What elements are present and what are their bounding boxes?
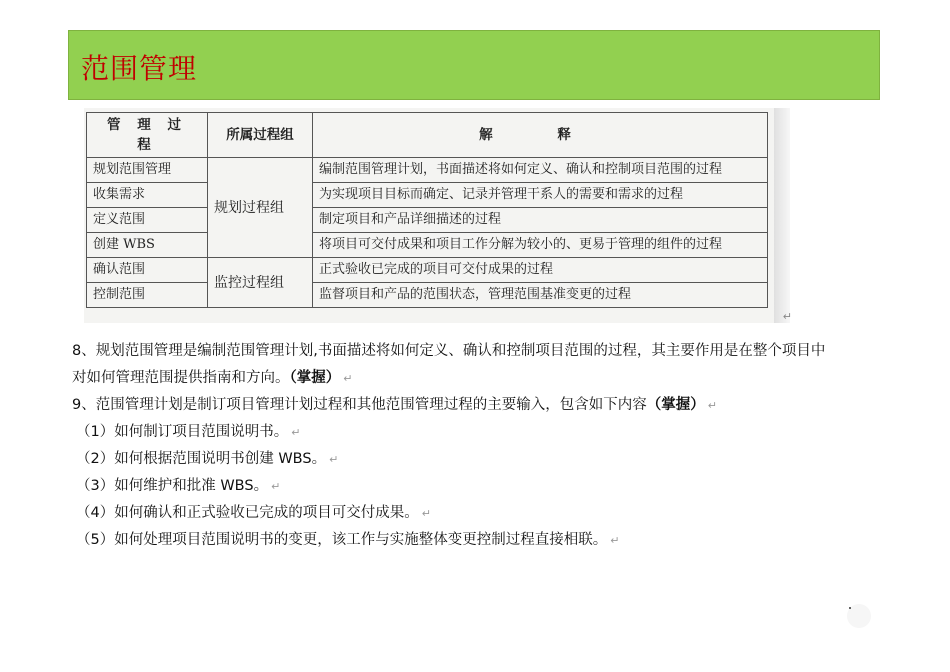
description-cell: 将项目可交付成果和项目工作分解为较小的、更易于管理的组件的过程 (313, 233, 768, 258)
title-underline (68, 100, 824, 102)
process-cell: 收集需求 (87, 183, 208, 208)
list-item (72, 473, 832, 500)
list-item (72, 500, 832, 527)
table-row (87, 208, 768, 233)
return-mark: ↵ (707, 399, 717, 412)
process-table (86, 112, 768, 308)
scanned-table-image (84, 108, 790, 323)
description-cell: 编制范围管理计划，书面描述将如何定义、确认和控制项目范围的过程 (313, 158, 768, 183)
body-text (72, 338, 832, 554)
table-row (87, 258, 768, 283)
header-explanation: 解 释 (313, 113, 768, 158)
description-cell: 监督项目和产品的范围状态，管理范围基准变更的过程 (313, 283, 768, 308)
table-row (87, 233, 768, 258)
list-item-text: （2）如何根据范围说明书创建 WBS。 (76, 451, 327, 467)
list-item (72, 527, 832, 554)
list-item-text: （1）如何制订项目范围说明书。 (76, 424, 289, 440)
table-header-row (87, 113, 768, 158)
header-group: 所属过程组 (208, 113, 313, 158)
paragraph-8-tag: （掌握） (289, 370, 341, 386)
process-cell: 规划范围管理 (87, 158, 208, 183)
return-mark: ↵ (291, 426, 301, 439)
paragraph-8-text: 8、规划范围管理是编制范围管理计划,书面描述将如何定义、确认和控制项目范围的过程，其主要作用是在整个项目中对如何管理范围提供指南和方向。 (72, 343, 826, 386)
return-mark: ↵ (329, 453, 339, 466)
paragraph-9-text: 9、范围管理计划是制订项目管理计划过程和其他范围管理过程的主要输入，包含如下内容 (72, 397, 647, 413)
process-cell: 定义范围 (87, 208, 208, 233)
list-item-text: （4）如何确认和正式验收已完成的项目可交付成果。 (76, 505, 419, 521)
list-item-text: （5）如何处理项目范围说明书的变更，该工作与实施整体变更控制过程直接相联。 (76, 532, 608, 548)
return-mark: ↵ (271, 480, 281, 493)
group-cell: 规划过程组 (208, 158, 313, 258)
return-mark: ↵ (782, 310, 792, 323)
paragraph-9 (72, 392, 832, 419)
scan-edge-shadow (774, 108, 790, 323)
paragraph-9-tag: （掌握） (646, 397, 705, 413)
description-cell: 制定项目和产品详细描述的过程 (313, 208, 768, 233)
return-mark: ↵ (610, 534, 620, 547)
title-bar (68, 30, 880, 100)
list-item (72, 419, 832, 446)
process-cell: 确认范围 (87, 258, 208, 283)
table-row (87, 283, 768, 308)
table-row (87, 158, 768, 183)
group-cell: 监控过程组 (208, 258, 313, 308)
process-cell: 控制范围 (87, 283, 208, 308)
description-cell: 为实现项目目标而确定、记录并管理干系人的需要和需求的过程 (313, 183, 768, 208)
description-cell: 正式验收已完成的项目可交付成果的过程 (313, 258, 768, 283)
process-cell: 创建 WBS (87, 233, 208, 258)
list-item (72, 446, 832, 473)
paragraph-8 (72, 338, 832, 392)
return-mark: ↵ (421, 507, 431, 520)
decorative-dot (847, 604, 871, 628)
header-process: 管 理 过 程 (87, 113, 208, 158)
list-item-text: （3）如何维护和批准 WBS。 (76, 478, 269, 494)
table-row (87, 183, 768, 208)
return-mark: ↵ (343, 372, 353, 385)
page-title: 范围管理 (81, 52, 198, 85)
